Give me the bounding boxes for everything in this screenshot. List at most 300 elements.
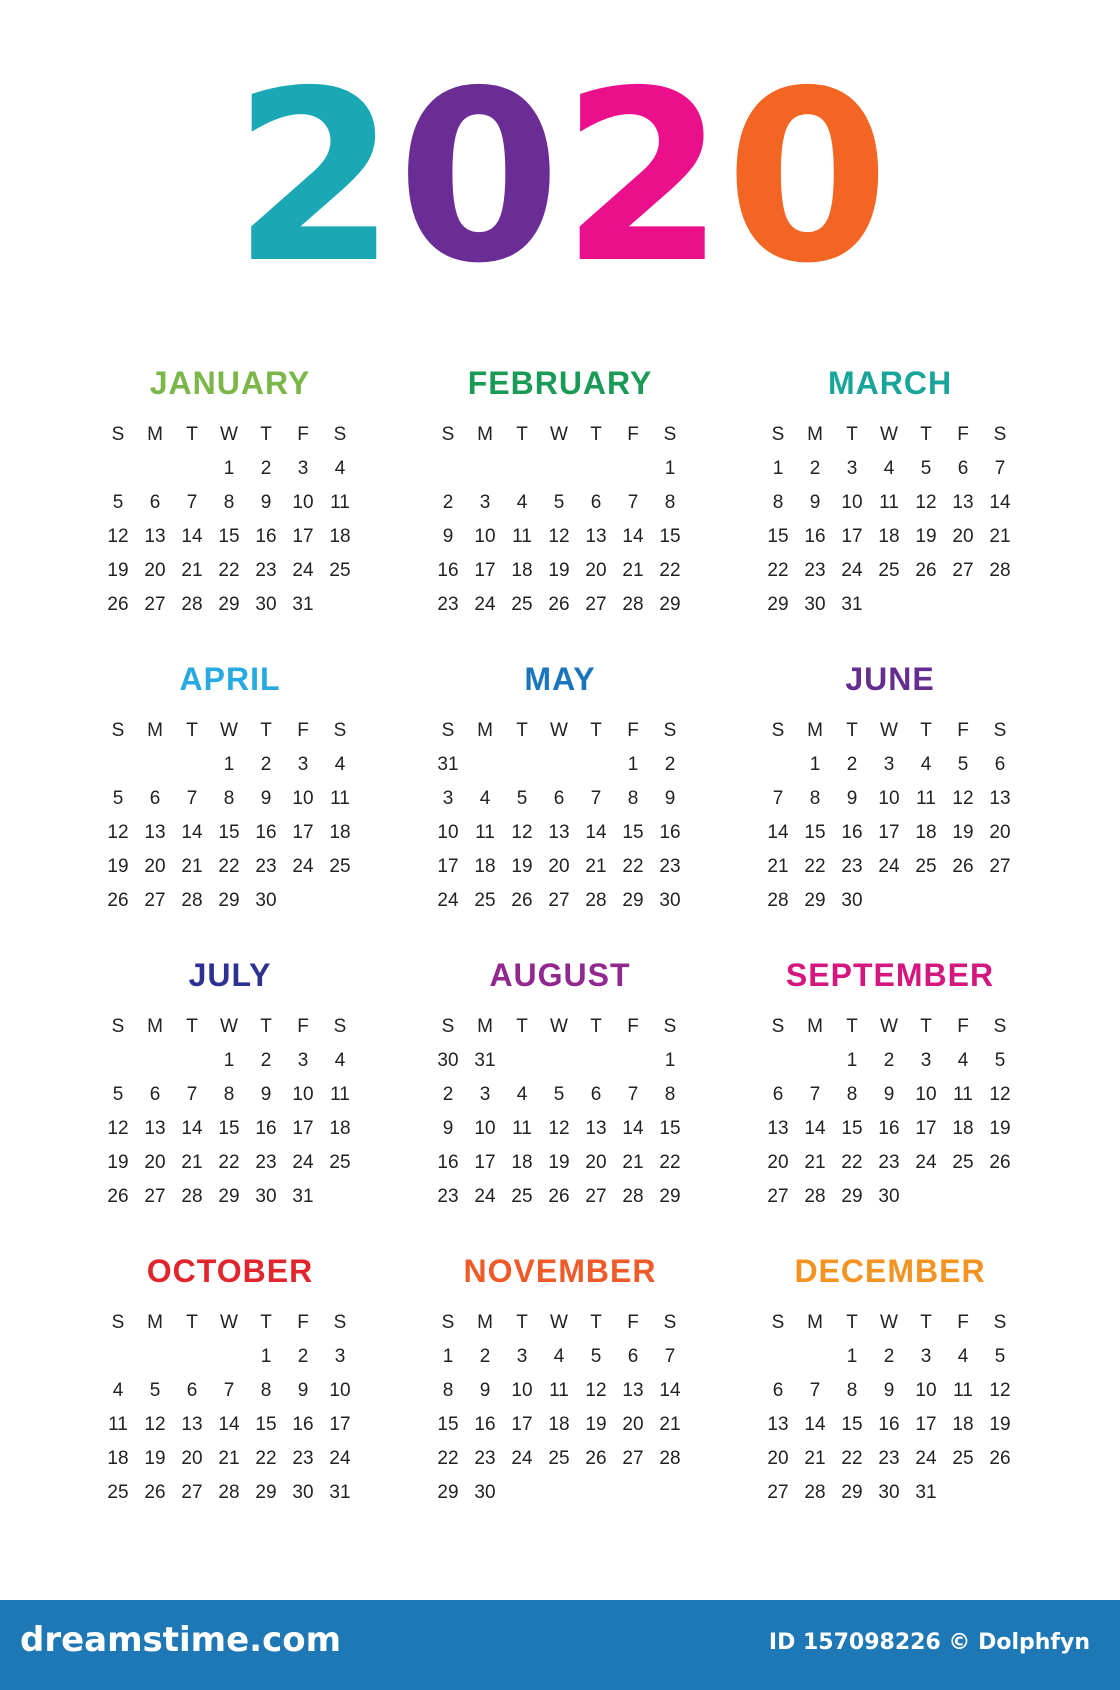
day-cell: 26 xyxy=(511,890,533,911)
day-cell: 30 xyxy=(474,1482,496,1503)
day-cell: 26 xyxy=(144,1482,166,1503)
weekday-header: S xyxy=(993,1016,1007,1037)
day-cell: 7 xyxy=(186,492,198,513)
day-cell: 17 xyxy=(878,822,900,843)
day-cell: 13 xyxy=(767,1118,789,1139)
weekday-header: F xyxy=(297,1312,309,1333)
weekday-header: W xyxy=(220,720,238,741)
day-cell: 25 xyxy=(329,856,351,877)
day-cell: 27 xyxy=(144,594,166,615)
day-cell: 2 xyxy=(442,492,454,513)
day-cell: 17 xyxy=(511,1414,533,1435)
day-cell: 31 xyxy=(292,1186,314,1207)
day-cell: 15 xyxy=(218,822,240,843)
day-cell: 30 xyxy=(292,1482,314,1503)
weekday-header: S xyxy=(441,720,455,741)
day-cell: 1 xyxy=(664,1050,676,1071)
day-cell: 12 xyxy=(548,1118,570,1139)
day-cell: 15 xyxy=(622,822,644,843)
day-cell: 7 xyxy=(627,1084,639,1105)
day-cell: 2 xyxy=(846,754,858,775)
weekday-header: M xyxy=(477,1016,493,1037)
day-cell: 2 xyxy=(260,458,272,479)
weekday-header: S xyxy=(441,1016,455,1037)
day-cell: 23 xyxy=(878,1152,900,1173)
day-cell: 10 xyxy=(437,822,459,843)
day-cell: 26 xyxy=(952,856,974,877)
day-cell: 22 xyxy=(659,1152,681,1173)
day-cell: 16 xyxy=(437,560,459,581)
day-cell: 1 xyxy=(846,1346,858,1367)
weekday-header: S xyxy=(333,1016,347,1037)
day-cell: 14 xyxy=(804,1414,826,1435)
year-digit: 0 xyxy=(396,40,559,315)
day-cell: 10 xyxy=(878,788,900,809)
day-cell: 20 xyxy=(181,1448,203,1469)
day-cell: 14 xyxy=(804,1118,826,1139)
day-cell: 16 xyxy=(255,1118,277,1139)
day-cell: 9 xyxy=(260,492,272,513)
day-cell: 17 xyxy=(292,822,314,843)
day-cell: 14 xyxy=(585,822,607,843)
day-cell: 7 xyxy=(627,492,639,513)
month-name: FEBRUARY xyxy=(467,365,653,401)
day-cell: 5 xyxy=(149,1380,161,1401)
weekday-header: T xyxy=(186,720,198,741)
day-cell: 20 xyxy=(767,1448,789,1469)
weekday-header: W xyxy=(880,1312,898,1333)
day-cell: 8 xyxy=(223,492,235,513)
day-cell: 22 xyxy=(767,560,789,581)
day-cell: 26 xyxy=(107,1186,129,1207)
day-cell: 7 xyxy=(186,1084,198,1105)
weekday-header: F xyxy=(627,1016,639,1037)
day-cell: 30 xyxy=(255,594,277,615)
day-cell: 9 xyxy=(664,788,676,809)
day-cell: 19 xyxy=(989,1118,1011,1139)
day-cell: 25 xyxy=(511,594,533,615)
day-cell: 19 xyxy=(511,856,533,877)
weekday-header: F xyxy=(627,1312,639,1333)
day-cell: 4 xyxy=(334,458,346,479)
day-cell: 13 xyxy=(144,822,166,843)
day-cell: 4 xyxy=(479,788,491,809)
day-cell: 22 xyxy=(218,856,240,877)
day-cell: 15 xyxy=(659,526,681,547)
day-cell: 12 xyxy=(107,1118,129,1139)
weekday-header: M xyxy=(477,424,493,445)
day-cell: 14 xyxy=(181,526,203,547)
day-cell: 10 xyxy=(329,1380,351,1401)
weekday-header: W xyxy=(550,1016,568,1037)
weekday-header: S xyxy=(771,1016,785,1037)
weekday-header: T xyxy=(260,1312,272,1333)
day-cell: 17 xyxy=(841,526,863,547)
day-cell: 18 xyxy=(548,1414,570,1435)
day-cell: 3 xyxy=(479,1084,491,1105)
day-cell: 28 xyxy=(181,594,203,615)
day-cell: 28 xyxy=(181,1186,203,1207)
weekday-header: S xyxy=(993,720,1007,741)
day-cell: 19 xyxy=(107,1152,129,1173)
day-cell: 18 xyxy=(915,822,937,843)
day-cell: 26 xyxy=(915,560,937,581)
day-cell: 8 xyxy=(627,788,639,809)
day-cell: 11 xyxy=(953,1084,973,1105)
day-cell: 1 xyxy=(223,458,235,479)
weekday-header: S xyxy=(771,424,785,445)
day-cell: 23 xyxy=(659,856,681,877)
weekday-header: W xyxy=(880,1016,898,1037)
day-cell: 7 xyxy=(809,1084,821,1105)
year-digit: 2 xyxy=(232,40,395,315)
day-cell: 7 xyxy=(590,788,602,809)
day-cell: 20 xyxy=(585,1152,607,1173)
day-cell: 8 xyxy=(772,492,784,513)
day-cell: 6 xyxy=(627,1346,639,1367)
weekday-header: S xyxy=(771,1312,785,1333)
day-cell: 3 xyxy=(846,458,858,479)
day-cell: 11 xyxy=(512,526,532,547)
day-cell: 16 xyxy=(255,822,277,843)
day-cell: 12 xyxy=(989,1084,1011,1105)
weekday-header: F xyxy=(297,424,309,445)
weekday-header: T xyxy=(920,424,932,445)
weekday-header: F xyxy=(627,424,639,445)
day-cell: 19 xyxy=(952,822,974,843)
weekday-header: T xyxy=(516,424,528,445)
day-cell: 20 xyxy=(767,1152,789,1173)
day-cell: 27 xyxy=(952,560,974,581)
weekday-header: T xyxy=(846,720,858,741)
day-cell: 13 xyxy=(144,526,166,547)
weekday-header: W xyxy=(550,720,568,741)
day-cell: 5 xyxy=(553,1084,565,1105)
day-cell: 16 xyxy=(292,1414,314,1435)
image-credit: ID 157098226 © Dolphfyn xyxy=(768,1630,1090,1655)
day-cell: 11 xyxy=(953,1380,973,1401)
weekday-header: T xyxy=(260,720,272,741)
day-cell: 23 xyxy=(255,560,277,581)
day-cell: 24 xyxy=(474,594,496,615)
day-cell: 4 xyxy=(516,492,528,513)
weekday-header: W xyxy=(550,1312,568,1333)
day-cell: 22 xyxy=(659,560,681,581)
weekday-header: M xyxy=(147,1016,163,1037)
day-cell: 19 xyxy=(548,1152,570,1173)
day-cell: 15 xyxy=(255,1414,277,1435)
day-cell: 5 xyxy=(112,788,124,809)
day-cell: 16 xyxy=(659,822,681,843)
weekday-header: F xyxy=(957,1312,969,1333)
day-cell: 29 xyxy=(437,1482,459,1503)
day-cell: 24 xyxy=(915,1448,937,1469)
day-cell: 23 xyxy=(474,1448,496,1469)
weekday-header: T xyxy=(846,1016,858,1037)
day-cell: 10 xyxy=(292,492,314,513)
day-cell: 24 xyxy=(841,560,863,581)
day-cell: 9 xyxy=(442,526,454,547)
day-cell: 11 xyxy=(916,788,936,809)
day-cell: 29 xyxy=(841,1186,863,1207)
day-cell: 20 xyxy=(144,856,166,877)
day-cell: 9 xyxy=(260,788,272,809)
weekday-header: S xyxy=(441,1312,455,1333)
day-cell: 21 xyxy=(218,1448,240,1469)
day-cell: 26 xyxy=(989,1152,1011,1173)
day-cell: 4 xyxy=(334,1050,346,1071)
day-cell: 1 xyxy=(846,1050,858,1071)
day-cell: 28 xyxy=(804,1482,826,1503)
day-cell: 5 xyxy=(994,1050,1006,1071)
day-cell: 6 xyxy=(149,492,161,513)
day-cell: 24 xyxy=(915,1152,937,1173)
day-cell: 27 xyxy=(585,1186,607,1207)
day-cell: 24 xyxy=(511,1448,533,1469)
day-cell: 25 xyxy=(329,1152,351,1173)
day-cell: 20 xyxy=(144,1152,166,1173)
weekday-header: T xyxy=(920,1312,932,1333)
weekday-header: S xyxy=(993,424,1007,445)
day-cell: 1 xyxy=(442,1346,454,1367)
day-cell: 18 xyxy=(329,1118,351,1139)
day-cell: 16 xyxy=(804,526,826,547)
day-cell: 29 xyxy=(659,1186,681,1207)
weekday-header: M xyxy=(147,424,163,445)
day-cell: 7 xyxy=(223,1380,235,1401)
day-cell: 31 xyxy=(437,754,459,775)
day-cell: 9 xyxy=(260,1084,272,1105)
day-cell: 20 xyxy=(548,856,570,877)
day-cell: 18 xyxy=(107,1448,129,1469)
day-cell: 8 xyxy=(846,1380,858,1401)
day-cell: 6 xyxy=(149,1084,161,1105)
day-cell: 26 xyxy=(548,1186,570,1207)
day-cell: 6 xyxy=(994,754,1006,775)
day-cell: 22 xyxy=(255,1448,277,1469)
day-cell: 23 xyxy=(292,1448,314,1469)
day-cell: 12 xyxy=(585,1380,607,1401)
day-cell: 27 xyxy=(144,890,166,911)
watermark-footer xyxy=(0,1600,1120,1690)
weekday-header: M xyxy=(477,720,493,741)
weekday-header: F xyxy=(297,1016,309,1037)
month-name: OCTOBER xyxy=(146,1253,314,1289)
day-cell: 3 xyxy=(883,754,895,775)
weekday-header: S xyxy=(111,1312,125,1333)
day-cell: 4 xyxy=(553,1346,565,1367)
day-cell: 30 xyxy=(841,890,863,911)
day-cell: 2 xyxy=(664,754,676,775)
day-cell: 14 xyxy=(181,822,203,843)
day-cell: 5 xyxy=(516,788,528,809)
day-cell: 7 xyxy=(664,1346,676,1367)
month-name: MAY xyxy=(524,661,596,697)
day-cell: 23 xyxy=(804,560,826,581)
day-cell: 5 xyxy=(920,458,932,479)
day-cell: 13 xyxy=(767,1414,789,1435)
day-cell: 10 xyxy=(511,1380,533,1401)
weekday-header: T xyxy=(516,1016,528,1037)
day-cell: 3 xyxy=(442,788,454,809)
month-name: DECEMBER xyxy=(794,1253,986,1289)
day-cell: 31 xyxy=(915,1482,937,1503)
day-cell: 29 xyxy=(622,890,644,911)
weekday-header: W xyxy=(220,424,238,445)
day-cell: 29 xyxy=(804,890,826,911)
day-cell: 24 xyxy=(474,1186,496,1207)
day-cell: 18 xyxy=(511,1152,533,1173)
day-cell: 17 xyxy=(292,1118,314,1139)
day-cell: 14 xyxy=(622,1118,644,1139)
day-cell: 13 xyxy=(548,822,570,843)
day-cell: 6 xyxy=(590,492,602,513)
weekday-header: T xyxy=(260,1016,272,1037)
day-cell: 16 xyxy=(878,1118,900,1139)
day-cell: 27 xyxy=(548,890,570,911)
weekday-header: M xyxy=(807,424,823,445)
day-cell: 23 xyxy=(437,1186,459,1207)
day-cell: 28 xyxy=(218,1482,240,1503)
day-cell: 13 xyxy=(144,1118,166,1139)
day-cell: 16 xyxy=(878,1414,900,1435)
day-cell: 13 xyxy=(989,788,1011,809)
day-cell: 13 xyxy=(622,1380,644,1401)
weekday-header: T xyxy=(846,424,858,445)
day-cell: 18 xyxy=(474,856,496,877)
day-cell: 14 xyxy=(659,1380,681,1401)
day-cell: 28 xyxy=(989,560,1011,581)
day-cell: 17 xyxy=(915,1414,937,1435)
weekday-header: M xyxy=(807,720,823,741)
day-cell: 8 xyxy=(223,788,235,809)
day-cell: 11 xyxy=(330,492,350,513)
weekday-header: T xyxy=(590,424,602,445)
weekday-header: T xyxy=(186,1016,198,1037)
day-cell: 22 xyxy=(218,560,240,581)
day-cell: 4 xyxy=(957,1050,969,1071)
day-cell: 12 xyxy=(548,526,570,547)
day-cell: 29 xyxy=(841,1482,863,1503)
day-cell: 21 xyxy=(659,1414,681,1435)
day-cell: 30 xyxy=(878,1186,900,1207)
day-cell: 22 xyxy=(622,856,644,877)
day-cell: 3 xyxy=(516,1346,528,1367)
day-cell: 30 xyxy=(804,594,826,615)
day-cell: 2 xyxy=(442,1084,454,1105)
day-cell: 19 xyxy=(107,560,129,581)
day-cell: 21 xyxy=(585,856,607,877)
day-cell: 3 xyxy=(920,1050,932,1071)
day-cell: 27 xyxy=(144,1186,166,1207)
day-cell: 19 xyxy=(915,526,937,547)
day-cell: 9 xyxy=(883,1084,895,1105)
day-cell: 8 xyxy=(809,788,821,809)
brand-logo-text: dreamstime.com xyxy=(20,1620,342,1660)
day-cell: 29 xyxy=(767,594,789,615)
day-cell: 22 xyxy=(437,1448,459,1469)
day-cell: 31 xyxy=(292,594,314,615)
day-cell: 15 xyxy=(218,1118,240,1139)
day-cell: 20 xyxy=(952,526,974,547)
day-cell: 5 xyxy=(112,492,124,513)
day-cell: 24 xyxy=(292,560,314,581)
weekday-header: T xyxy=(920,720,932,741)
day-cell: 16 xyxy=(474,1414,496,1435)
day-cell: 2 xyxy=(260,754,272,775)
day-cell: 4 xyxy=(334,754,346,775)
weekday-header: F xyxy=(627,720,639,741)
weekday-header: S xyxy=(111,1016,125,1037)
day-cell: 8 xyxy=(664,492,676,513)
day-cell: 15 xyxy=(804,822,826,843)
day-cell: 25 xyxy=(511,1186,533,1207)
day-cell: 6 xyxy=(772,1084,784,1105)
day-cell: 29 xyxy=(255,1482,277,1503)
day-cell: 31 xyxy=(329,1482,351,1503)
day-cell: 29 xyxy=(218,890,240,911)
day-cell: 9 xyxy=(809,492,821,513)
day-cell: 6 xyxy=(957,458,969,479)
weekday-header: S xyxy=(663,720,677,741)
month-name: JANUARY xyxy=(149,365,311,401)
day-cell: 21 xyxy=(804,1448,826,1469)
day-cell: 20 xyxy=(144,560,166,581)
day-cell: 28 xyxy=(181,890,203,911)
day-cell: 9 xyxy=(883,1380,895,1401)
day-cell: 5 xyxy=(590,1346,602,1367)
day-cell: 25 xyxy=(915,856,937,877)
day-cell: 19 xyxy=(548,560,570,581)
day-cell: 23 xyxy=(255,856,277,877)
day-cell: 8 xyxy=(223,1084,235,1105)
day-cell: 28 xyxy=(622,1186,644,1207)
day-cell: 14 xyxy=(218,1414,240,1435)
day-cell: 17 xyxy=(474,1152,496,1173)
day-cell: 2 xyxy=(883,1050,895,1071)
day-cell: 15 xyxy=(218,526,240,547)
day-cell: 13 xyxy=(585,1118,607,1139)
day-cell: 20 xyxy=(585,560,607,581)
day-cell: 21 xyxy=(804,1152,826,1173)
day-cell: 7 xyxy=(809,1380,821,1401)
day-cell: 5 xyxy=(112,1084,124,1105)
weekday-header: S xyxy=(111,720,125,741)
day-cell: 16 xyxy=(255,526,277,547)
day-cell: 14 xyxy=(622,526,644,547)
day-cell: 24 xyxy=(292,1152,314,1173)
day-cell: 13 xyxy=(952,492,974,513)
weekday-header: S xyxy=(333,424,347,445)
day-cell: 18 xyxy=(511,560,533,581)
day-cell: 30 xyxy=(878,1482,900,1503)
day-cell: 10 xyxy=(474,1118,496,1139)
day-cell: 2 xyxy=(809,458,821,479)
day-cell: 30 xyxy=(659,890,681,911)
day-cell: 3 xyxy=(297,754,309,775)
day-cell: 10 xyxy=(292,788,314,809)
weekday-header: M xyxy=(807,1312,823,1333)
day-cell: 21 xyxy=(989,526,1011,547)
day-cell: 19 xyxy=(585,1414,607,1435)
day-cell: 28 xyxy=(622,594,644,615)
day-cell: 6 xyxy=(772,1380,784,1401)
day-cell: 9 xyxy=(846,788,858,809)
weekday-header: S xyxy=(663,424,677,445)
weekday-header: M xyxy=(147,1312,163,1333)
day-cell: 10 xyxy=(841,492,863,513)
day-cell: 11 xyxy=(108,1414,128,1435)
